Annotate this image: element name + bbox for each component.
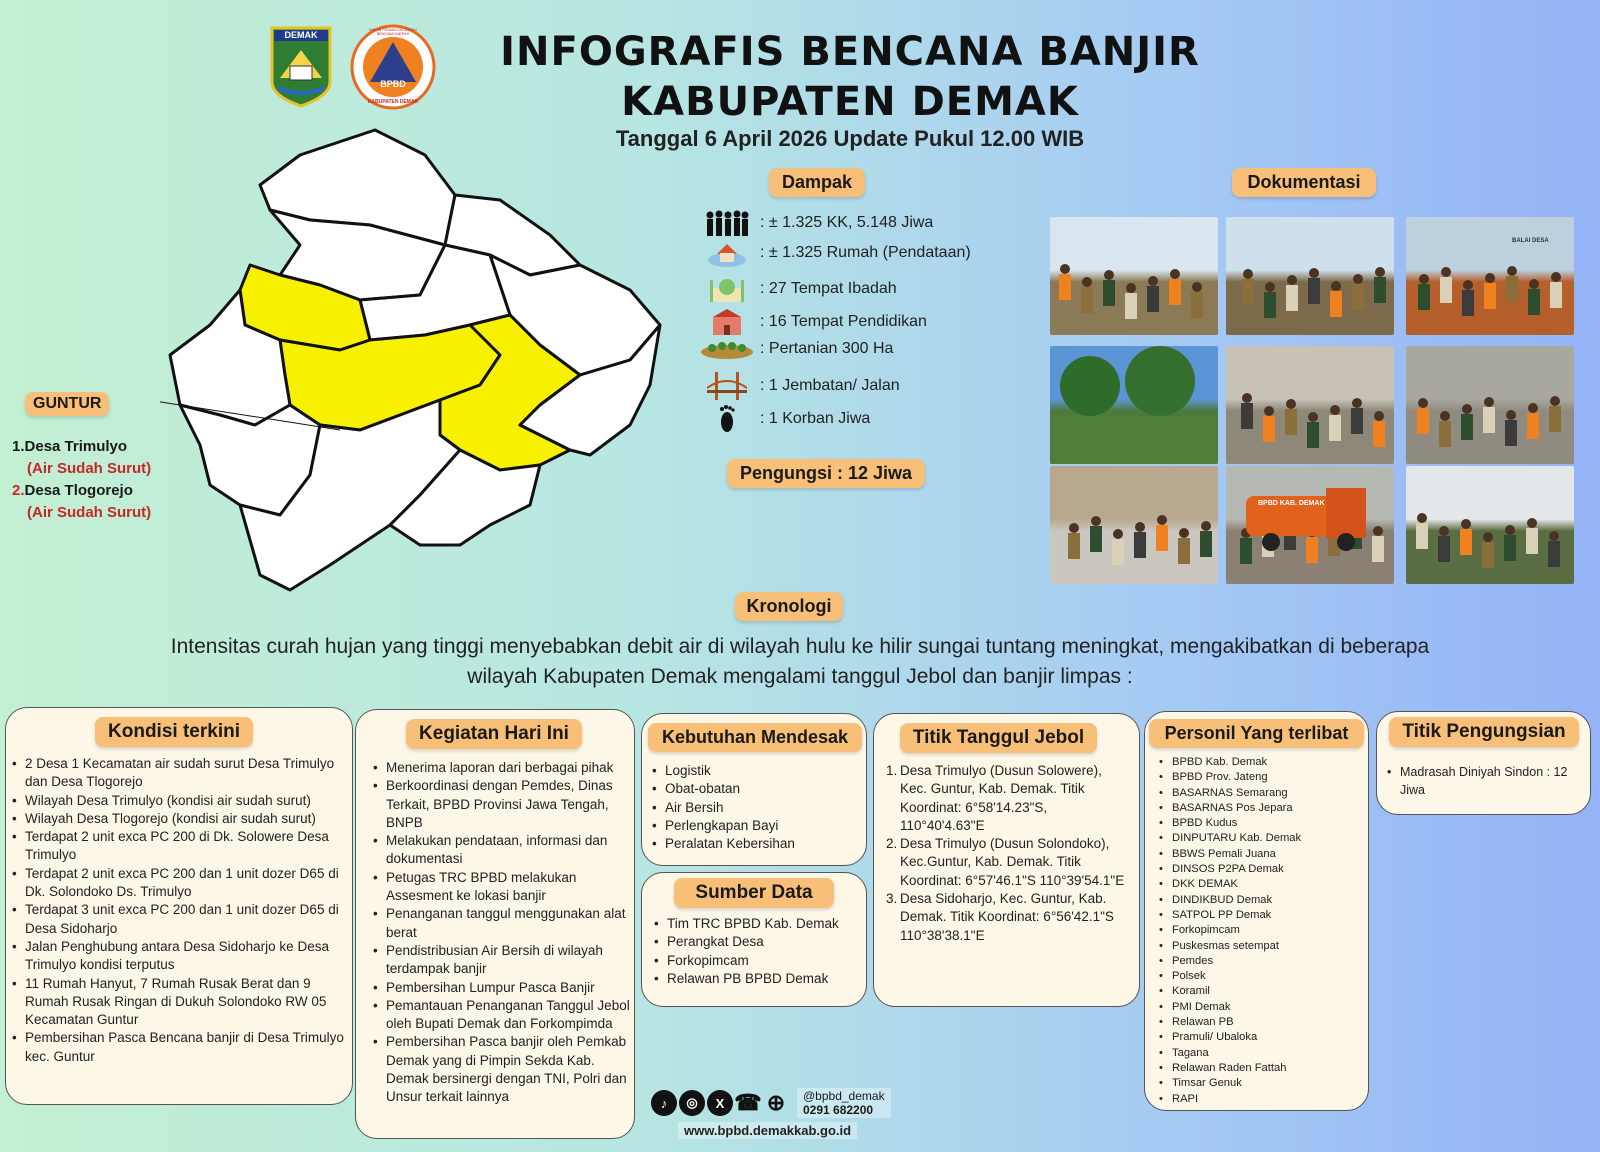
list-item: • Wilayah Desa Trimulyo (kondisi air sudah surut) xyxy=(12,792,350,810)
list-item: • BASARNAS Semarang xyxy=(1159,786,1367,801)
footprint-icon xyxy=(700,404,754,434)
tanggul-card xyxy=(873,713,1140,1007)
kegiatan-label: Kegiatan Hari Ini xyxy=(406,719,582,749)
pengungsian-label: Titik Pengungsian xyxy=(1389,717,1579,747)
tanggul-num: 3. xyxy=(886,891,898,907)
village-num: 1. xyxy=(12,438,25,455)
list-item: • Berkoordinasi dengan Pemdes, Dinas Terkait, BPBD Provinsi Jawa Tengah, BNPB xyxy=(373,777,631,832)
kondisi-list xyxy=(12,755,350,1066)
list-item: • SATPOL PP Demak xyxy=(1159,908,1367,923)
kronologi-text xyxy=(40,632,1560,692)
district-label: GUNTUR xyxy=(25,392,109,416)
list-item: • Pembersihan Pasca Bencana banjir di Desa Trimulyo kec. Guntur xyxy=(12,1029,350,1066)
photo-officials-field xyxy=(1050,217,1218,335)
kronologi-line: wilayah Kabupaten Demak mengalami tanggul Jebol dan banjir limpas : xyxy=(467,665,1133,688)
social-bar xyxy=(651,1088,891,1118)
tanggul-label: Titik Tanggul Jebol xyxy=(900,723,1097,753)
kegiatan-list xyxy=(373,759,631,1107)
list-item: • DINDIKBUD Demak xyxy=(1159,893,1367,908)
list-item: • Terdapat 2 unit exca PC 200 di Dk. Solowere Desa Trimulyo xyxy=(12,828,350,865)
tanggul-text: Desa Sidoharjo, Kec. Guntur, Kab. Demak. Titik Koordinat: 6°56'42.1"S 110°38'38.1"E xyxy=(900,891,1114,943)
page-title-line1: INFOGRAFIS BENCANA BANJIR xyxy=(500,29,1200,75)
list-item: • Peralatan Kebersihan xyxy=(652,835,862,853)
kebutuhan-list xyxy=(652,762,862,853)
list-item: • Relawan PB BPBD Demak xyxy=(654,970,864,988)
list-item: • BASARNAS Pos Jepara xyxy=(1159,801,1367,816)
impact-row xyxy=(700,274,897,304)
impact-row xyxy=(700,338,893,360)
village-name: Desa Tlogorejo xyxy=(24,482,133,499)
list-item: • Logistik xyxy=(652,762,862,780)
social-handle[interactable]: @bpbd_demak xyxy=(803,1089,885,1103)
list-item: • 11 Rumah Hanyut, 7 Rumah Rusak Berat dan 9 Rumah Rusak Ringan di Dukuh Solondoko RW 05 Kecamatan Guntur xyxy=(12,975,350,1030)
people-icon xyxy=(700,208,754,238)
phone-icon[interactable]: ☎ xyxy=(734,1090,762,1115)
list-item: • PMI Demak xyxy=(1159,1000,1367,1015)
contact-block xyxy=(797,1088,891,1118)
village-num: 2. xyxy=(12,482,25,499)
demak-logo-text: DEMAK xyxy=(284,30,318,40)
list-item: • Penanganan tanggul menggunakan alat berat xyxy=(373,905,631,942)
phone-number[interactable]: 0291 682200 xyxy=(803,1103,874,1117)
bpbd-logo-bottom-text: KABUPATEN DEMAK xyxy=(367,99,419,105)
tanggul-item xyxy=(886,835,1132,890)
village-status: (Air Sudah Surut) xyxy=(27,460,152,477)
kondisi-label: Kondisi terkini xyxy=(95,717,253,747)
village-item xyxy=(12,480,151,502)
list-item: • Relawan Raden Fattah xyxy=(1159,1061,1367,1076)
list-item: • Tagana xyxy=(1159,1046,1367,1061)
list-item: • 2 Desa 1 Kecamatan air sudah surut Desa Trimulyo dan Desa Tlogorejo xyxy=(12,755,350,792)
list-item: • Wilayah Desa Tlogorejo (kondisi air sudah surut) xyxy=(12,810,350,828)
photo-trees-crowd xyxy=(1050,346,1218,464)
x-icon[interactable]: X xyxy=(707,1090,733,1116)
village-list xyxy=(12,436,151,524)
house-icon xyxy=(700,238,754,268)
list-item: • DINSOS P2PA Demak xyxy=(1159,862,1367,877)
kebutuhan-card xyxy=(641,713,867,866)
list-item: • Madrasah Diniyah Sindon : 12 Jiwa xyxy=(1387,763,1587,799)
list-item: • Pramuli/ Ubaloka xyxy=(1159,1030,1367,1045)
photo-spraying-building xyxy=(1226,346,1394,464)
school-icon xyxy=(700,307,754,337)
impact-row xyxy=(700,208,933,238)
personil-list xyxy=(1159,755,1367,1107)
bpbd-logo xyxy=(350,24,436,110)
tanggul-item xyxy=(886,890,1132,945)
list-item: • Tim TRC BPBD Kab. Demak xyxy=(654,915,864,933)
photo-road-cleaning xyxy=(1406,346,1574,464)
impact-row xyxy=(700,238,971,268)
personil-card xyxy=(1144,711,1369,1111)
truck-label: BPBD KAB. DEMAK xyxy=(1258,500,1325,507)
demak-logo xyxy=(270,26,332,108)
list-item: • BPBD Prov. Jateng xyxy=(1159,770,1367,785)
list-item: • Perangkat Desa xyxy=(654,933,864,951)
bpbd-logo-ring-text: BADAN PENANGGULANGAN BENCANA DAERAH xyxy=(369,28,417,36)
photo-house-cleaning xyxy=(1050,466,1218,584)
building-sign: BALAI DESA xyxy=(1512,238,1549,244)
list-item: • Polsek xyxy=(1159,969,1367,984)
page-title-line2: KABUPATEN DEMAK xyxy=(621,79,1079,125)
list-item: • Obat-obatan xyxy=(652,780,862,798)
list-item: • Air Bersih xyxy=(652,799,862,817)
globe-icon[interactable]: ⊕ xyxy=(766,1090,786,1115)
page-subtitle: Tanggal 6 April 2026 Update Pukul 12.00 WIB xyxy=(615,126,1085,151)
list-item: • BPBD Kudus xyxy=(1159,816,1367,831)
village-item xyxy=(12,436,151,458)
list-item: • Menerima laporan dari berbagai pihak xyxy=(373,759,631,777)
website-link[interactable]: www.bpbd.demakkab.go.id xyxy=(678,1122,857,1139)
tanggul-list xyxy=(886,762,1132,945)
village-name: Desa Trimulyo xyxy=(24,438,128,455)
mosque-icon xyxy=(700,274,754,304)
list-item: • Forkopimcam xyxy=(1159,923,1367,938)
pengungsian-card xyxy=(1376,711,1591,815)
kebutuhan-label: Kebutuhan Mendesak xyxy=(648,723,862,752)
village-status: (Air Sudah Surut) xyxy=(27,504,152,521)
sumber-card xyxy=(641,872,867,1007)
list-item: • Melakukan pendataan, informasi dan dokumentasi xyxy=(373,832,631,869)
impact-text: : 27 Tempat Ibadah xyxy=(760,280,897,297)
tanggul-text: Desa Trimulyo (Dusun Solowere), Kec. Guntur, Kab. Demak. Titik Koordinat: 6°58'14.23"S, 110°40'4.63"E xyxy=(900,763,1102,833)
list-item: • Jalan Penghubung antara Desa Sidoharjo ke Desa Trimulyo kondisi terputus xyxy=(12,938,350,975)
pengungsian-list xyxy=(1387,763,1587,799)
personil-label: Personil Yang terlibat xyxy=(1149,719,1364,748)
photo-street-washing xyxy=(1406,466,1574,584)
list-item: • BPBD Kab. Demak xyxy=(1159,755,1367,770)
photo-rescue-team xyxy=(1406,217,1574,335)
impact-text: : Pertanian 300 Ha xyxy=(760,340,894,357)
list-item: • DKK DEMAK xyxy=(1159,877,1367,892)
tanggul-item xyxy=(886,762,1132,835)
impact-row xyxy=(700,307,927,337)
tanggul-num: 1. xyxy=(886,763,898,778)
list-item: • Terdapat 2 unit exca PC 200 dan 1 unit dozer D65 di Dk. Solondoko Ds. Trimulyo xyxy=(12,865,350,902)
list-item: • Pembersihan Pasca banjir oleh Pemkab Demak yang di Pimpin Sekda Kab. Demak bersinergi dengan TNI, Polri dan Unsur terkait lainnya xyxy=(373,1033,631,1106)
impact-row xyxy=(700,370,900,402)
sumber-label: Sumber Data xyxy=(674,878,834,908)
kondisi-card xyxy=(5,707,353,1105)
list-item: • Timsar Genuk xyxy=(1159,1076,1367,1091)
kronologi-label: Kronologi xyxy=(735,592,843,621)
photo-officials-inspection xyxy=(1226,217,1394,335)
list-item: • Puskesmas setempat xyxy=(1159,939,1367,954)
tanggul-num: 2. xyxy=(886,836,898,852)
impact-text: : ± 1.325 Rumah (Pendataan) xyxy=(760,244,971,261)
list-item: • RAPI xyxy=(1159,1092,1367,1107)
photo-water-truck xyxy=(1226,466,1394,584)
list-item: • Pembersihan Lumpur Pasca Banjir xyxy=(373,979,631,997)
dampak-label: Dampak xyxy=(769,168,865,197)
list-item: • Terdapat 3 unit exca PC 200 dan 1 unit dozer D65 di Desa Sidoharjo xyxy=(12,901,350,938)
sumber-list xyxy=(654,915,864,988)
list-item: • Koramil xyxy=(1159,984,1367,999)
bridge-icon xyxy=(700,370,754,402)
bpbd-logo-text: BPBD xyxy=(380,79,406,89)
list-item: • BBWS Pemali Juana xyxy=(1159,847,1367,862)
list-item: • Relawan PB xyxy=(1159,1015,1367,1030)
list-item: • Perlengkapan Bayi xyxy=(652,817,862,835)
list-item: • Forkopimcam xyxy=(654,952,864,970)
dokumentasi-label: Dokumentasi xyxy=(1232,168,1376,197)
impact-text: : ± 1.325 KK, 5.148 Jiwa xyxy=(760,214,934,231)
impact-text: : 1 Korban Jiwa xyxy=(760,410,871,427)
impact-text: : 16 Tempat Pendidikan xyxy=(760,313,927,330)
tanggul-text: Desa Trimulyo (Dusun Solondoko), Kec.Guntur, Kab. Demak. Titik Koordinat: 6°57'46.1"S 110°39'54.1"E xyxy=(900,836,1125,888)
kegiatan-card xyxy=(355,709,635,1139)
list-item: • Petugas TRC BPBD melakukan Assesment ke lokasi banjir xyxy=(373,869,631,906)
farm-icon xyxy=(700,338,754,360)
tiktok-icon[interactable]: ♪ xyxy=(651,1090,677,1116)
district-map xyxy=(160,125,680,600)
impact-row xyxy=(700,404,870,434)
impact-text: : 1 Jembatan/ Jalan xyxy=(760,377,900,394)
list-item: • Pemantauan Penanganan Tanggul Jebol oleh Bupati Demak dan Forkompimda xyxy=(373,997,631,1034)
list-item: • DINPUTARU Kab. Demak xyxy=(1159,831,1367,846)
instagram-icon[interactable]: ◎ xyxy=(679,1090,705,1116)
pengungsi-badge: Pengungsi : 12 Jiwa xyxy=(727,459,925,488)
kronologi-line: Intensitas curah hujan yang tinggi menyebabkan debit air di wilayah hulu ke hilir sungai tuntang meningkat, mengakibatkan di beberapa xyxy=(170,635,1430,658)
list-item: • Pemdes xyxy=(1159,954,1367,969)
list-item: • Pendistribusian Air Bersih di wilayah terdampak banjir xyxy=(373,942,631,979)
